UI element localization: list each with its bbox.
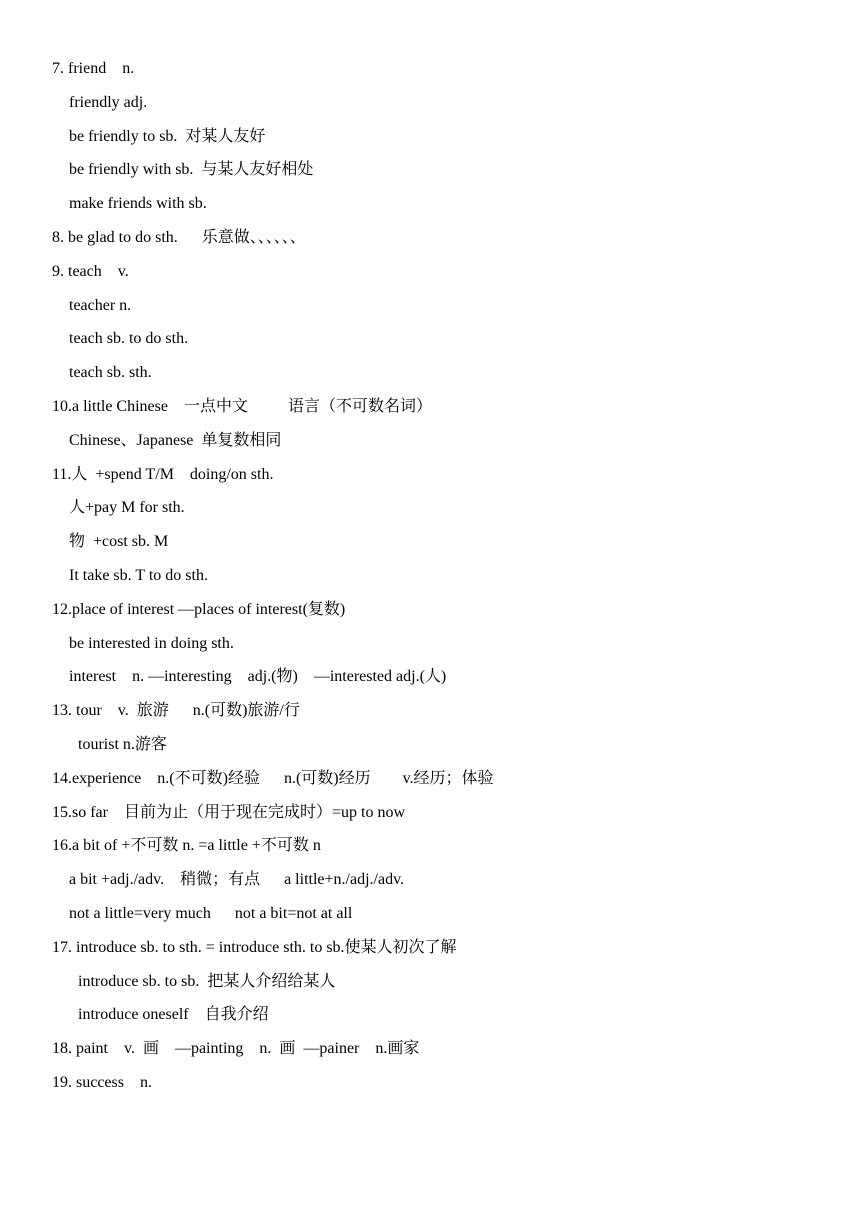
entry-detail-line: be friendly to sb. 对某人友好 <box>69 127 266 145</box>
entry-detail-line: teacher n. <box>69 296 132 314</box>
entry-detail-line: tourist n.游客 <box>78 735 167 753</box>
entry-detail-line: Chinese、Japanese 单复数相同 <box>69 431 282 449</box>
entry-heading-line: 10.a little Chinese 一点中文 语言（不可数名词） <box>52 397 432 415</box>
entry-heading-line: 19. success n. <box>52 1073 152 1091</box>
entry-heading-line: 13. tour v. 旅游 n.(可数)旅游/行 <box>52 702 300 720</box>
entry-detail-line: be friendly with sb. 与某人友好相处 <box>69 161 314 179</box>
entry-heading-line: 17. introduce sb. to sth. = introduce sth. to sb.使某人初次了解 <box>52 938 457 956</box>
entry-heading-line: 14.experience n.(不可数)经验 n.(可数)经历 v.经历；体验 <box>52 769 494 787</box>
entry-detail-line: be interested in doing sth. <box>69 634 234 652</box>
entry-heading-line: 15.so far 目前为止（用于现在完成时）=up to now <box>52 803 406 821</box>
entry-detail-line: 物 +cost sb. M <box>69 533 169 551</box>
vocabulary-notes <box>52 57 832 1105</box>
entry-detail-line: teach sb. sth. <box>69 364 152 382</box>
entry-detail-line: not a little=very much not a bit=not at all <box>69 904 353 922</box>
entry-detail-line: friendly adj. <box>69 93 148 111</box>
entry-detail-line: introduce oneself 自我介绍 <box>78 1006 269 1024</box>
entry-heading-line: 11.人 +spend T/M doing/on sth. <box>52 465 274 483</box>
entry-heading-line: 8. be glad to do sth. 乐意做、、、、、、 <box>52 228 306 246</box>
entry-detail-line: a bit +adj./adv. 稍微；有点 a little+n./adj./adv. <box>69 871 405 889</box>
entry-detail-line: introduce sb. to sb. 把某人介绍给某人 <box>78 972 336 990</box>
entry-detail-line: interest n. —interesting adj.(物) —interested adj.(人) <box>69 668 447 686</box>
entry-heading-line: 9. teach v. <box>52 262 129 280</box>
entry-heading-line: 16.a bit of +不可数 n. =a little +不可数 n <box>52 837 321 855</box>
entry-heading-line: 18. paint v. 画 —painting n. 画 —painer n.画家 <box>52 1040 420 1058</box>
entry-heading-line: 12.place of interest —places of interest(复数) <box>52 600 346 618</box>
entry-detail-line: It take sb. T to do sth. <box>69 566 208 584</box>
entry-detail-line: make friends with sb. <box>69 195 207 213</box>
entry-detail-line: teach sb. to do sth. <box>69 330 189 348</box>
entry-detail-line: 人+pay M for sth. <box>69 499 185 517</box>
entry-heading-line: 7. friend n. <box>52 60 135 77</box>
